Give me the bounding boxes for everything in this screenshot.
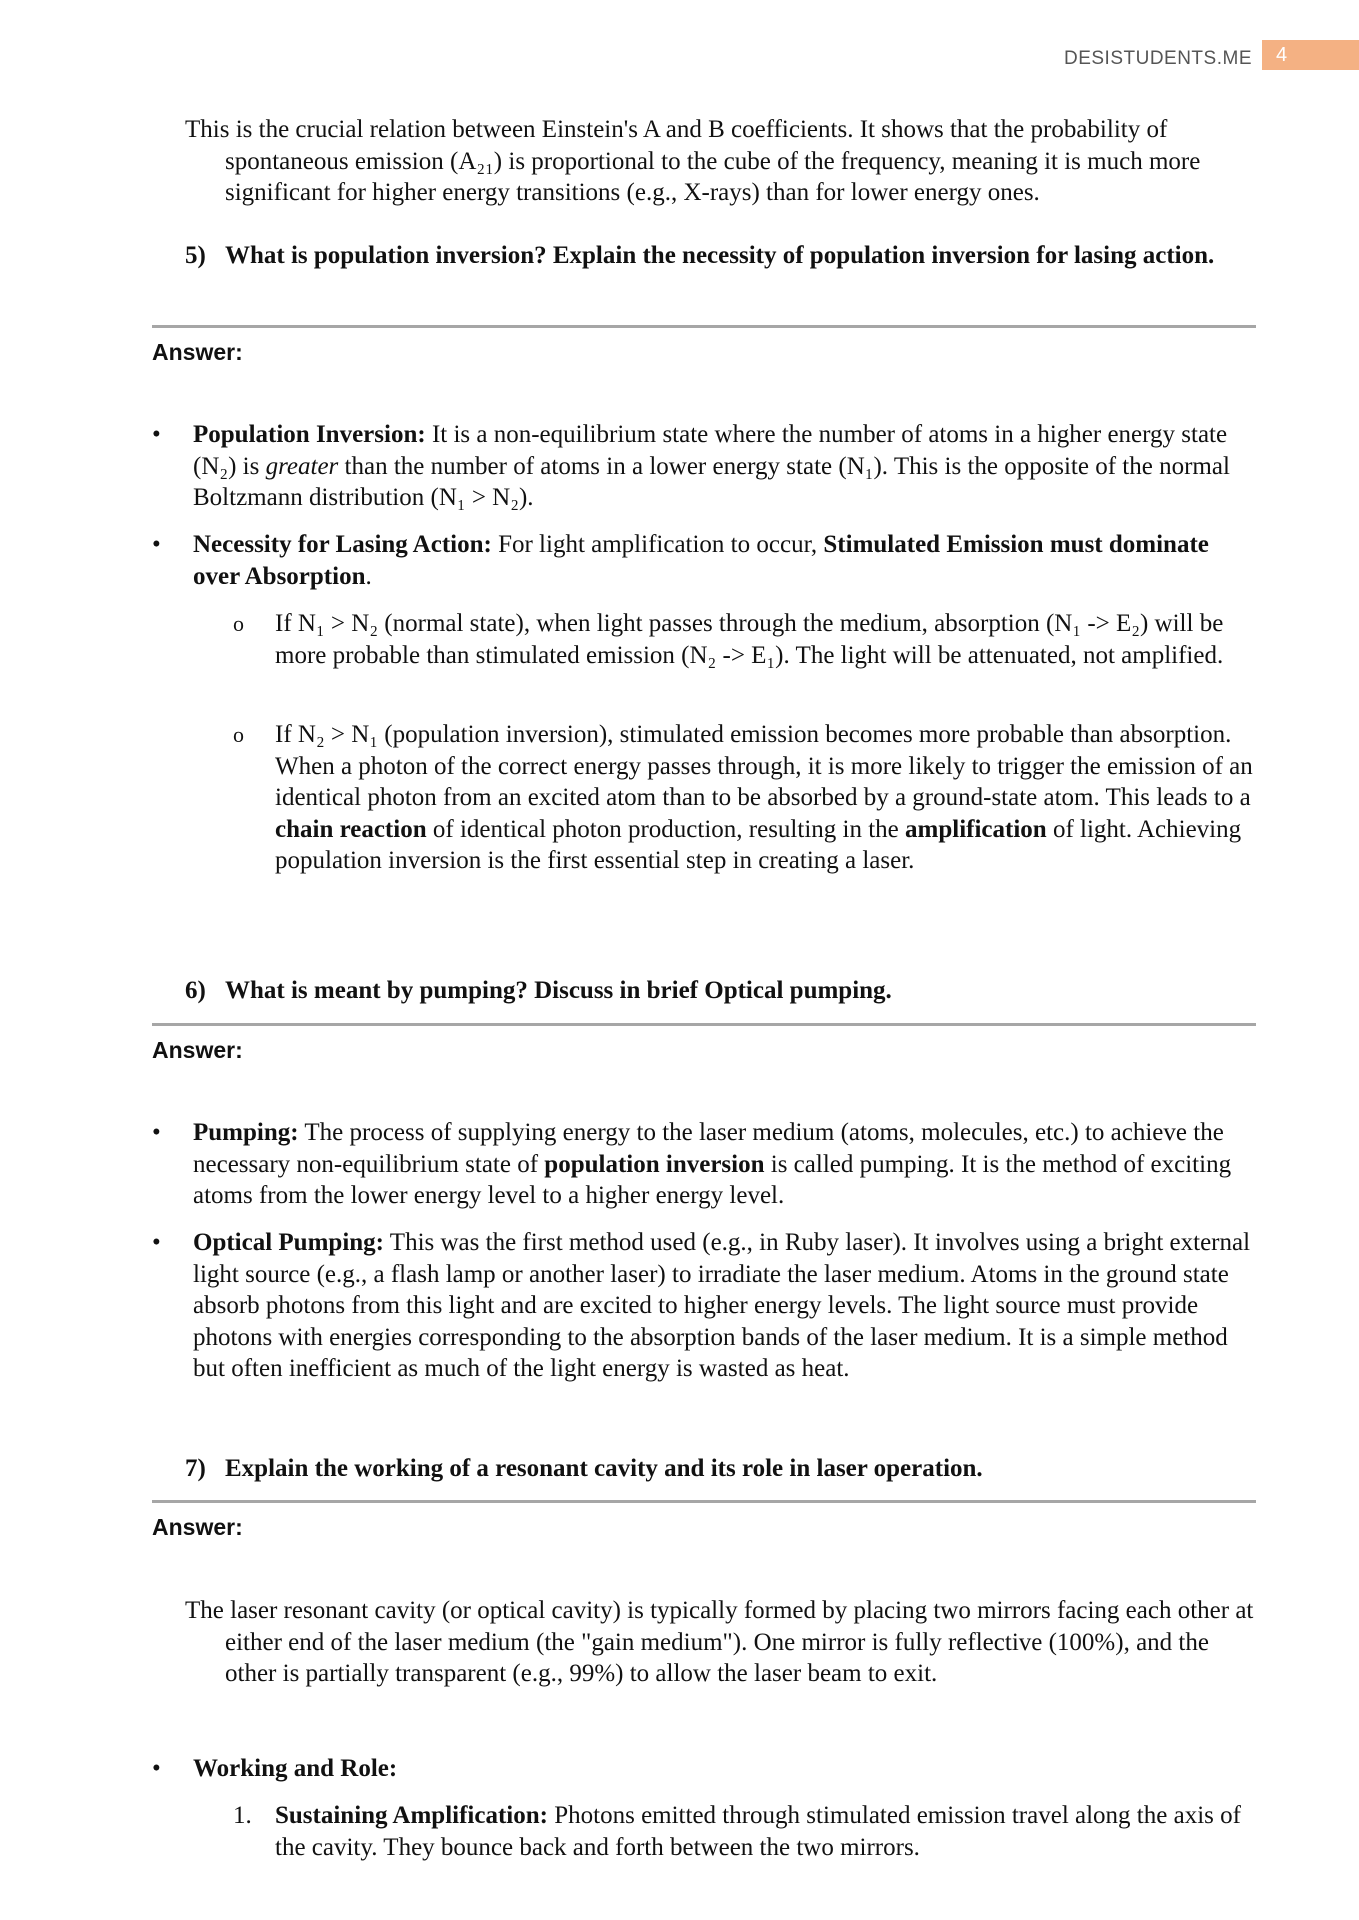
list-item-text: Optical Pumping: This was the first method used (e.g., in Ruby laser). It involves using a bright external light source (e.g., a flash lamp or another laser) to irradiate the laser medium. Atoms in the ground state absorb photons from this light and are excited to higher energy levels. The light source must provide photons with energies corresponding to the absorption bands of the laser medium. It is a simple method but often inefficient as much of the light energy is wasted as heat.	[193, 1229, 1251, 1382]
answer-label: Answer:	[152, 1514, 243, 1540]
question-5	[185, 240, 1265, 272]
question-text: What is population inversion? Explain the necessity of population inversion for lasing action.	[225, 242, 1215, 269]
divider-rule	[152, 1500, 1256, 1503]
page-header	[0, 40, 1359, 72]
bullet-icon: •	[152, 1119, 161, 1146]
list-item-text: Working and Role:	[193, 1755, 398, 1782]
bullet-icon: •	[152, 421, 161, 448]
numbered-list-item-text: Sustaining Amplification: Photons emitted through stimulated emission travel along the axis of the cavity. They bounce back and forth between the two mirrors.	[275, 1802, 1241, 1861]
sub-bullet-icon: o	[233, 722, 244, 747]
question-number: 7)	[185, 1455, 206, 1482]
answer-label: Answer:	[152, 1037, 243, 1063]
list-item-text: Pumping: The process of supplying energy to the laser medium (atoms, molecules, etc.) to achieve the necessary non-equilibrium state of population inversion is called pumping. It is the method of exciting atoms from the lower energy level to a higher energy level.	[193, 1119, 1232, 1209]
site-name: DESISTUDENTS.ME	[1063, 48, 1252, 69]
intro-paragraph: This is the crucial relation between Einstein's A and B coefficients. It shows that the probability of spontaneous emission (A₂₁) is proportional to the cube of the frequency, meaning it is much more significant for higher energy transitions (e.g., X-rays) than for lower energy ones.	[185, 116, 1201, 206]
bullet-icon: •	[152, 1229, 161, 1256]
cavity-intro-paragraph: The laser resonant cavity (or optical cavity) is typically formed by placing two mirrors facing each other at either end of the laser medium (the "gain medium"). One mirror is fully reflective (100%), and the other is partially transparent (e.g., 99%) to allow the laser beam to exit.	[185, 1597, 1254, 1687]
divider-rule	[152, 325, 1256, 328]
question-7	[185, 1453, 1265, 1485]
question-6	[185, 975, 1265, 1007]
bullet-icon: •	[152, 1755, 161, 1782]
sub-list-item-text: If N₁ > N₂ (normal state), when light passes through the medium, absorption (N₁ -> E₂) will be more probable than stimulated emission (N₂ -> E₁). The light will be attenuated, not amplified.	[275, 610, 1224, 669]
list-item-text: Population Inversion: It is a non-equilibrium state where the number of atoms in a higher energy state (N₂) is greater than the number of atoms in a lower energy state (N₁). This is the opposite of the normal Boltzmann distribution (N₁ > N₂).	[193, 421, 1230, 511]
question-text: Explain the working of a resonant cavity and its role in laser operation.	[225, 1455, 983, 1482]
question-text: What is meant by pumping? Discuss in brief Optical pumping.	[225, 977, 892, 1004]
list-item-text: Necessity for Lasing Action: For light amplification to occur, Stimulated Emission must dominate over Absorption.	[193, 531, 1209, 590]
sub-list-item-text: If N₂ > N₁ (population inversion), stimulated emission becomes more probable than absorption. When a photon of the correct energy passes through, it is more likely to trigger the emission of an identical photon from an excited atom than to be absorbed by a ground-state atom. This leads to a chain reaction of identical photon production, resulting in the amplification of light. Achieving population inversion is the first essential step in creating a laser.	[275, 721, 1253, 874]
item-number: 1.	[233, 1802, 252, 1829]
divider-rule	[152, 1023, 1256, 1026]
bullet-icon: •	[152, 531, 161, 558]
sub-bullet-icon: o	[233, 611, 244, 636]
page-number-badge: 4	[1262, 40, 1359, 70]
question-number: 5)	[185, 242, 206, 269]
answer-label: Answer:	[152, 339, 243, 365]
question-number: 6)	[185, 977, 206, 1004]
